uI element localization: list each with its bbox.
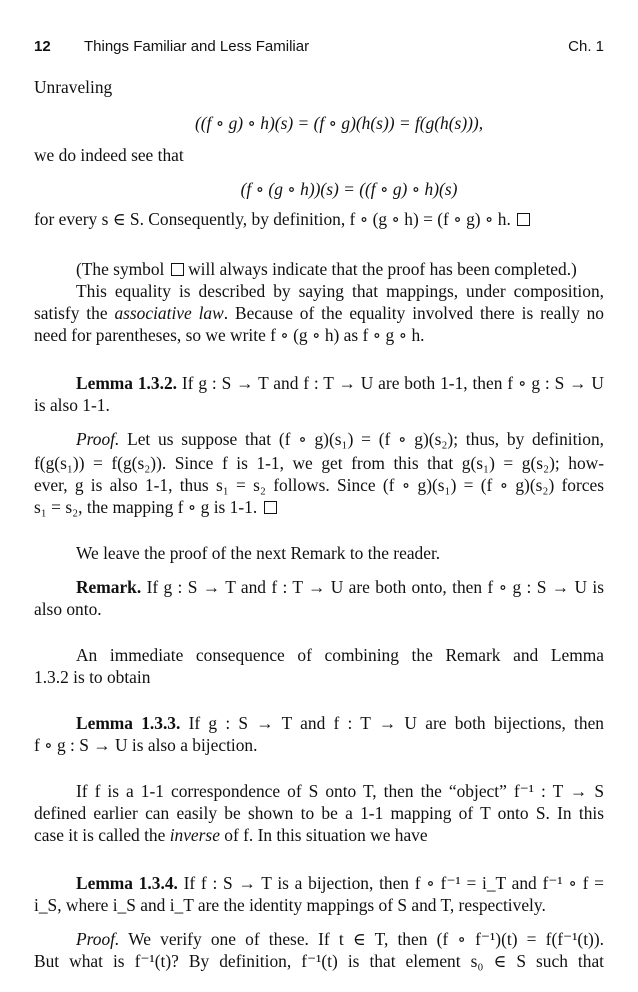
text-line: need for parentheses, so we write f ∘ (g ∘ h) as f ∘ g ∘ h. (34, 325, 425, 345)
text-line: ever, g is also 1-1, thus s₁ = s₂ follows. Since (f ∘ g)(s₁) = (f ∘ g)(s₂) forces (34, 475, 604, 495)
text-line: An immediate consequence of combining the Remark and Lemma (76, 645, 604, 665)
qed-box-icon (517, 213, 530, 226)
chapter-label: Ch. 1 (568, 38, 604, 55)
display-equation: ((f ∘ g) ∘ h)(s) = (f ∘ g)(h(s)) = f(g(h(s))), (194, 113, 484, 133)
text-line: f(g(s₁)) = f(g(s₂)). Since f is 1-1, we get from this that g(s₁) = g(s₂); how- (34, 453, 604, 473)
lemma-statement: Lemma 1.3.4. If f : S → T is a bijection, then f ∘ f⁻¹ = i_T and f⁻¹ ∘ f = (76, 873, 604, 893)
text-line: f ∘ g : S → U is also a bijection. (34, 735, 258, 755)
lemma-statement: Lemma 1.3.3. If g : S → T and f : T → U are both bijections, then (76, 713, 604, 733)
qed-box-icon (171, 263, 184, 276)
text-line: 1.3.2 is to obtain (34, 667, 151, 687)
lemma-statement: Lemma 1.3.2. If g : S → T and f : T → U are both 1-1, then f ∘ g : S → U (76, 373, 604, 393)
text-line: is also 1-1. (34, 395, 110, 415)
text-line: We leave the proof of the next Remark to the reader. (76, 543, 441, 563)
text-line: (The symbol will always indicate that the proof has been completed.) (76, 259, 577, 279)
text-line: defined earlier can easily be shown to be a 1-1 mapping of T onto S. In this (34, 803, 604, 823)
text-line: for every s ∈ S. Consequently, by definition, f ∘ (g ∘ h) = (f ∘ g) ∘ h. (34, 208, 604, 230)
proof-text: Proof. We verify one of these. If t ∈ T, then (f ∘ f⁻¹)(t) = f(f⁻¹(t)). (76, 929, 604, 949)
text-line: also onto. (34, 599, 102, 619)
running-header (34, 38, 604, 60)
text-line: Unraveling (34, 77, 113, 97)
text-line: we do indeed see that (34, 145, 184, 165)
chapter-title: Things Familiar and Less Familiar (84, 38, 310, 55)
text-line: If f is a 1-1 correspondence of S onto T, then the “object” f⁻¹ : T → S (76, 781, 604, 801)
text-line: But what is f⁻¹(t)? By definition, f⁻¹(t) is that element s₀ ∈ S such that (34, 951, 604, 971)
remark-statement: Remark. If g : S → T and f : T → U are both onto, then f ∘ g : S → U is (76, 577, 604, 597)
text-line: i_S, where i_S and i_T are the identity mappings of S and T, respectively. (34, 895, 546, 915)
text-line: s₁ = s₂, the mapping f ∘ g is 1-1. (34, 496, 604, 518)
display-equation: (f ∘ (g ∘ h))(s) = ((f ∘ g) ∘ h)(s) (240, 179, 458, 199)
qed-box-icon (264, 501, 277, 514)
text-line: case it is called the inverse of f. In this situation we have (34, 825, 428, 845)
proof-text: Proof. Let us suppose that (f ∘ g)(s₁) = (f ∘ g)(s₂); thus, by definition, (76, 429, 604, 449)
page-number: 12 (34, 38, 51, 55)
text-line: satisfy the associative law. Because of the equality involved there is really no (34, 303, 604, 323)
text-line: This equality is described by saying that mappings, under composition, (76, 281, 604, 301)
